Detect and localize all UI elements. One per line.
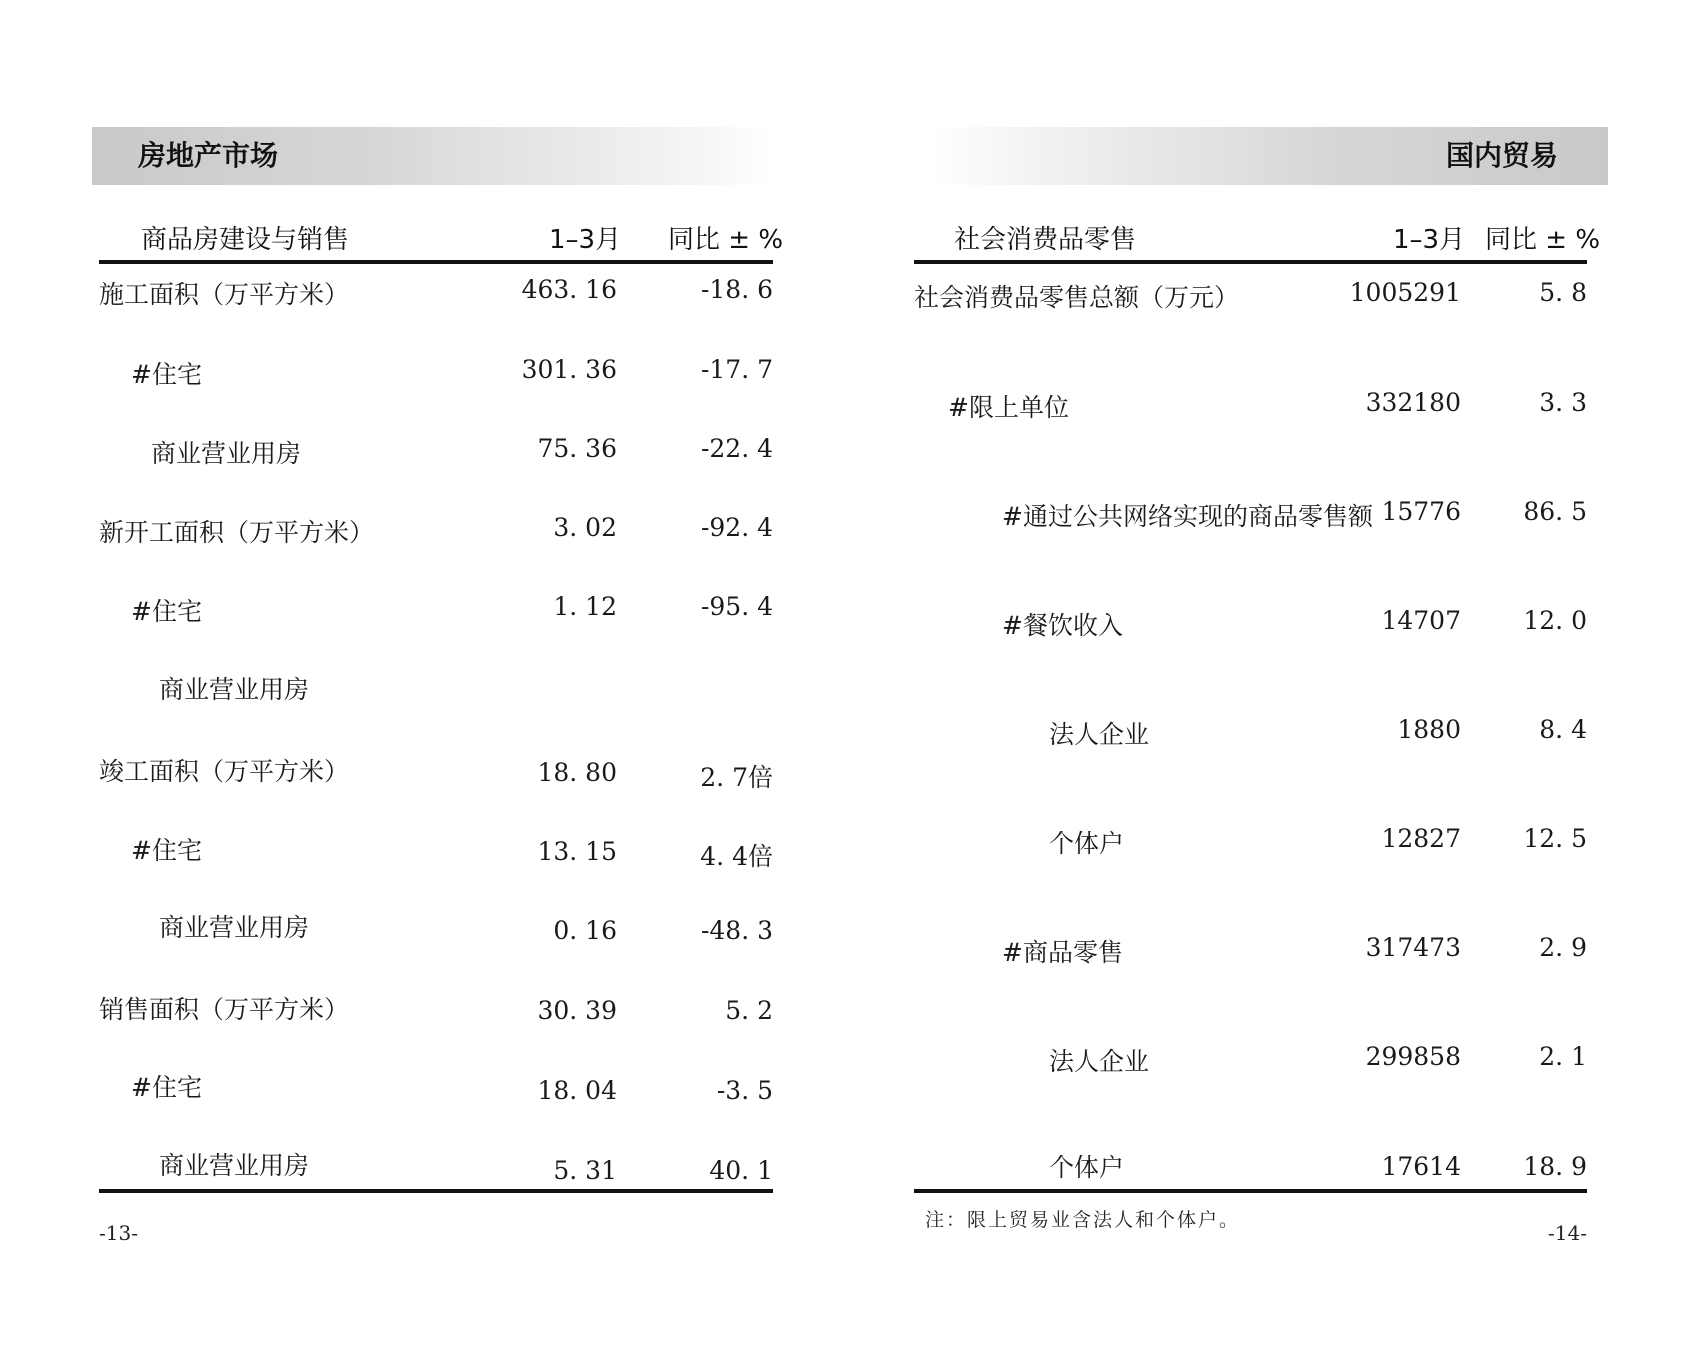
- row-label: 法人企业: [1049, 1047, 1150, 1076]
- right-page: [843, 0, 1686, 1353]
- column-header-yoy: 同比 ± %: [668, 225, 784, 255]
- row-value: 0. 16: [553, 916, 617, 945]
- table-row: [914, 606, 1587, 646]
- row-label: 新开工面积（万平方米）: [99, 518, 375, 547]
- row-yoy: 40. 1: [709, 1156, 773, 1185]
- row-value: 18. 04: [537, 1076, 617, 1105]
- column-header-period: 1–3月: [549, 225, 622, 255]
- row-label: #住宅: [131, 836, 202, 865]
- row-yoy: 4. 4倍: [700, 842, 773, 871]
- row-yoy: 5. 8: [1539, 278, 1587, 307]
- table-header: [99, 210, 784, 264]
- row-value: 5. 31: [553, 1156, 617, 1185]
- row-label: #餐饮收入: [1002, 611, 1123, 640]
- row-label: 竣工面积（万平方米）: [99, 757, 350, 786]
- page-number: -14-: [1548, 1221, 1587, 1245]
- row-yoy: 2. 1: [1539, 1042, 1587, 1071]
- table-row: [99, 1068, 773, 1108]
- table-row: [914, 715, 1587, 755]
- row-label: 社会消费品零售总额（万元）: [914, 283, 1240, 312]
- row-label: #限上单位: [948, 393, 1069, 422]
- table-bottom-rule: [99, 1189, 773, 1193]
- row-value: 463. 16: [521, 275, 617, 304]
- row-yoy: 18. 9: [1523, 1152, 1587, 1181]
- row-yoy: 12. 0: [1523, 606, 1587, 635]
- row-label: #商品零售: [1002, 938, 1123, 967]
- row-yoy: -18. 6: [700, 275, 773, 304]
- row-value: 1005291: [1349, 278, 1461, 307]
- column-header-label: 社会消费品零售: [954, 225, 1137, 255]
- row-value: 13. 15: [537, 837, 617, 866]
- row-label: 个体户: [1049, 829, 1125, 858]
- table-row: [99, 831, 773, 871]
- row-yoy: 3. 3: [1539, 388, 1587, 417]
- section-title: 国内贸易: [1445, 139, 1558, 172]
- row-label: 商业营业用房: [159, 1151, 310, 1180]
- row-value: 15776: [1381, 497, 1461, 526]
- row-value: 30. 39: [537, 996, 617, 1025]
- table-row: [914, 1148, 1587, 1188]
- row-label: #通过公共网络实现的商品零售额: [1002, 502, 1373, 531]
- row-value: 301. 36: [521, 355, 617, 384]
- row-yoy: 12. 5: [1523, 824, 1587, 853]
- column-header-period: 1–3月: [1393, 225, 1466, 255]
- row-label: 商业营业用房: [159, 913, 310, 942]
- row-yoy: -48. 3: [700, 916, 773, 945]
- row-label: 商业营业用房: [159, 675, 310, 704]
- table-row: [914, 933, 1587, 973]
- row-yoy: 8. 4: [1539, 715, 1587, 744]
- row-label: 销售面积（万平方米）: [99, 995, 350, 1024]
- row-label: #住宅: [131, 597, 202, 626]
- row-label: 法人企业: [1049, 720, 1150, 749]
- row-yoy: 2. 9: [1539, 933, 1587, 962]
- column-header-yoy: 同比 ± %: [1485, 225, 1601, 255]
- row-yoy: 2. 7倍: [700, 763, 773, 792]
- row-value: 1880: [1397, 715, 1461, 744]
- table-row: [99, 752, 773, 792]
- table-row: [914, 497, 1587, 537]
- row-yoy: -17. 7: [700, 355, 773, 384]
- section-banner-real-estate: [92, 127, 772, 185]
- table-row: [99, 355, 773, 395]
- table-row: [99, 592, 773, 632]
- row-yoy: -92. 4: [700, 513, 773, 542]
- row-label: 个体户: [1049, 1153, 1125, 1182]
- page-number: -13-: [99, 1221, 138, 1245]
- table-bottom-rule: [914, 1189, 1587, 1193]
- row-value: 1. 12: [553, 592, 617, 621]
- table-row: [914, 388, 1587, 428]
- column-header-label: 商品房建设与销售: [141, 225, 350, 255]
- table-row: [914, 278, 1587, 318]
- row-value: 75. 36: [537, 434, 617, 463]
- row-label: 商业营业用房: [151, 439, 302, 468]
- row-value: 14707: [1381, 606, 1461, 635]
- table-row: [99, 513, 773, 553]
- row-yoy: -3. 5: [716, 1076, 773, 1105]
- row-value: 17614: [1381, 1152, 1461, 1181]
- row-label: 施工面积（万平方米）: [99, 280, 350, 309]
- row-yoy: -22. 4: [700, 434, 773, 463]
- row-value: 332180: [1365, 388, 1461, 417]
- row-label: #住宅: [131, 360, 202, 389]
- row-value: 317473: [1365, 933, 1461, 962]
- table-row: [99, 908, 773, 948]
- table-row: [914, 1042, 1587, 1082]
- table-row: [99, 990, 773, 1030]
- row-value: 18. 80: [537, 758, 617, 787]
- table-row: [99, 670, 773, 710]
- table-header: [914, 210, 1601, 264]
- row-yoy: 86. 5: [1523, 497, 1587, 526]
- row-yoy: -95. 4: [700, 592, 773, 621]
- row-yoy: 5. 2: [725, 996, 773, 1025]
- row-label: #住宅: [131, 1073, 202, 1102]
- row-value: 3. 02: [553, 513, 617, 542]
- row-value: 299858: [1365, 1042, 1461, 1071]
- table-row: [99, 275, 773, 315]
- section-banner-domestic-trade: [935, 127, 1608, 185]
- section-title: 房地产市场: [138, 139, 279, 172]
- table-footnote: 注：限上贸易业含法人和个体户。: [925, 1209, 1241, 1231]
- table-row: [99, 434, 773, 474]
- table-row: [914, 824, 1587, 864]
- row-value: 12827: [1381, 824, 1461, 853]
- table-row: [99, 1146, 773, 1186]
